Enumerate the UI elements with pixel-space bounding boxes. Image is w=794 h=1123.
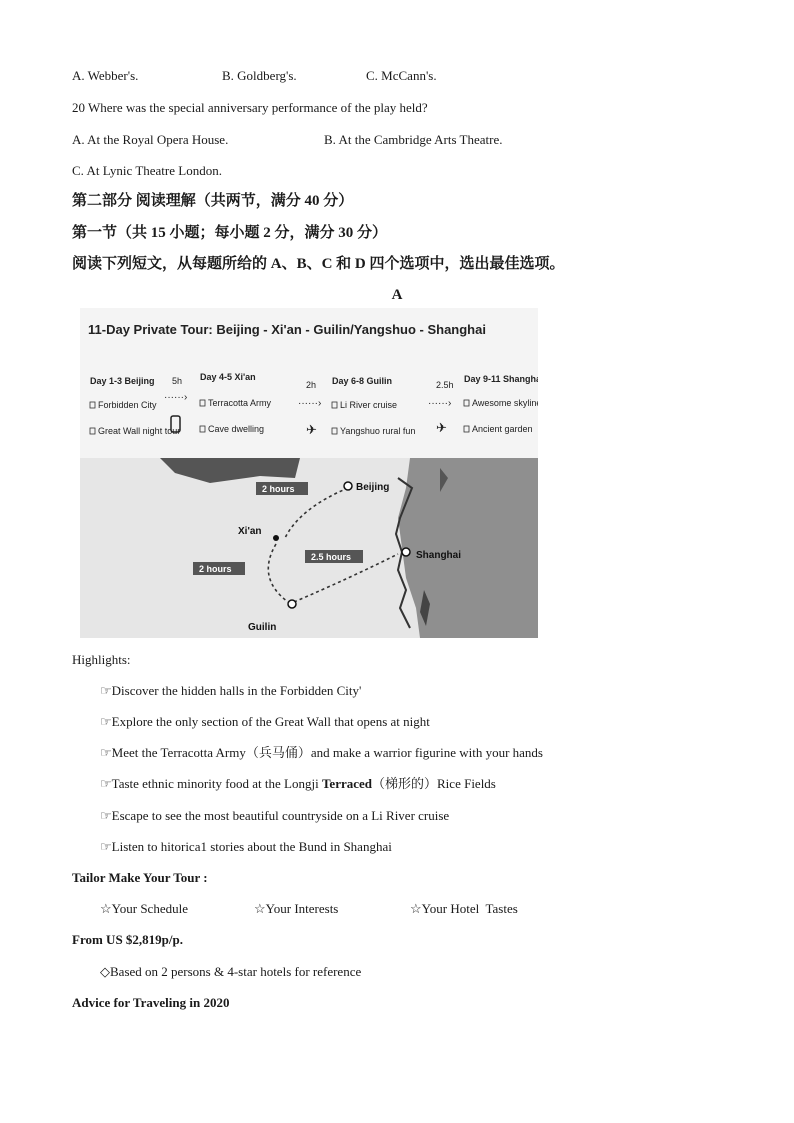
- day-item: Great Wall night tour: [98, 426, 181, 436]
- star-outline-icon: ☆: [254, 901, 266, 916]
- pointing-hand-icon: ☞: [100, 839, 112, 854]
- part-heading: 第二部分 阅读理解（共两节，满分 40 分）: [72, 193, 354, 209]
- city-label-guilin: Guilin: [248, 622, 277, 633]
- day-item: Li River cruise: [340, 400, 398, 410]
- day-item: Forbidden City: [98, 400, 157, 410]
- china-map: [80, 458, 538, 638]
- pointing-hand-icon: ☞: [100, 745, 112, 760]
- day-item: Terracotta Army: [208, 398, 272, 408]
- map-title: 11-Day Private Tour: Beijing - Xi'an - Guilin/Yangshuo - Shanghai: [88, 322, 486, 337]
- pointing-hand-icon: ☞: [100, 714, 112, 729]
- highlight-item: ☞Explore the only section of the Great Wall that opens at night: [100, 714, 430, 729]
- highlight-item: ☞Escape to see the most beautiful countryside on a Li River cruise: [100, 808, 450, 823]
- city-label-beijing: Beijing: [356, 482, 390, 493]
- location-pin-icon: [344, 482, 352, 490]
- highlight-item: ☞Discover the hidden halls in the Forbidden City': [100, 683, 362, 698]
- tailor-heading: Tailor Make Your Tour :: [72, 870, 208, 885]
- day-item: Ancient garden: [472, 424, 533, 434]
- transfer-time: 5h: [172, 376, 183, 386]
- day-label-beijing: Day 1-3 Beijing: [90, 376, 155, 386]
- location-pin-icon: [288, 600, 296, 608]
- diamond-outline-icon: ◇: [100, 964, 110, 979]
- transfer-time: 2.5h: [436, 380, 454, 390]
- bold-term: Terraced: [321, 776, 373, 791]
- tailor-option: ☆Your Schedule: [100, 901, 188, 916]
- pointing-hand-icon: ☞: [100, 776, 112, 791]
- day-label-guilin: Day 6-8 Guilin: [332, 376, 393, 386]
- passage-letter: A: [391, 287, 403, 303]
- day-item: Awesome skyline: [472, 398, 538, 408]
- price-note: ◇Based on 2 persons & 4-star hotels for reference: [100, 964, 362, 979]
- airplane-icon: ✈: [436, 420, 447, 435]
- tailor-option: ☆Your Interests: [254, 901, 339, 916]
- flight-arrow-icon: ······›: [428, 398, 452, 409]
- tour-map-image: [80, 308, 538, 638]
- q20-option-b: B. At the Cambridge Arts Theatre.: [324, 132, 503, 147]
- q19-option-b: B. Goldberg's.: [222, 68, 297, 83]
- route-time-badge: 2 hours: [199, 564, 232, 574]
- day-item: Yangshuo rural fun: [340, 426, 416, 436]
- location-pin-icon: [273, 535, 279, 541]
- transfer-time: 2h: [306, 380, 317, 390]
- flight-arrow-icon: ······›: [298, 398, 322, 409]
- sub-heading: 第一节（共 15 小题；每小题 2 分，满分 30 分）: [72, 225, 388, 241]
- location-pin-icon: [402, 548, 410, 556]
- star-outline-icon: ☆: [410, 901, 422, 916]
- route-time-badge: 2 hours: [262, 484, 295, 494]
- q20-question: 20 Where was the special anniversary performance of the play held?: [72, 100, 428, 115]
- highlight-item: ☞Listen to hitorica1 stories about the Bund in Shanghai: [100, 839, 392, 854]
- day-item: Cave dwelling: [208, 424, 265, 434]
- q19-option-c: C. McCann's.: [366, 68, 437, 83]
- city-label-xian: Xi'an: [238, 526, 262, 537]
- q19-option-a: A. Webber's.: [72, 68, 139, 83]
- pointing-hand-icon: ☞: [100, 683, 112, 698]
- day-label-xian: Day 4-5 Xi'an: [200, 372, 256, 382]
- star-outline-icon: ☆: [100, 901, 112, 916]
- route-time-badge: 2.5 hours: [311, 552, 352, 562]
- tailor-option: ☆Your Hotel Tastes: [410, 901, 518, 916]
- q20-option-c: C. At Lynic Theatre London.: [72, 163, 222, 178]
- city-label-shanghai: Shanghai: [416, 550, 462, 561]
- highlight-item: ☞Meet the Terracotta Army（兵马俑）and make a warrior figurine with your hands: [100, 745, 543, 760]
- highlight-item: ☞Taste ethnic minority food at the Longji Terraced（梯形的）Rice Fields: [100, 776, 496, 791]
- pointing-hand-icon: ☞: [100, 808, 112, 823]
- day-label-shanghai: Day 9-11 Shanghai: [464, 374, 538, 384]
- airplane-icon: ✈: [306, 422, 317, 437]
- advice-heading: Advice for Traveling in 2020: [72, 995, 230, 1010]
- q20-option-a: A. At the Royal Opera House.: [72, 132, 229, 147]
- price-heading: From US $2,819p/p.: [72, 932, 183, 947]
- train-arrow-icon: ······›: [164, 392, 188, 403]
- highlights-heading: Highlights:: [72, 652, 131, 667]
- instruction-text: 阅读下列短文，从每题所给的 A、B、C 和 D 四个选项中，选出最佳选项。: [72, 256, 565, 272]
